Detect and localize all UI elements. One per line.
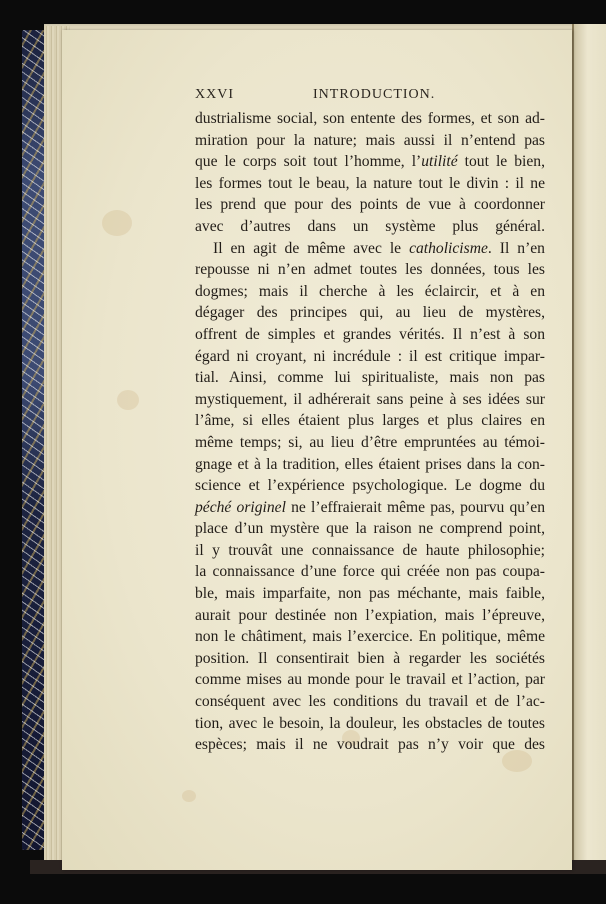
text-segment: ne l’effraierait même pas, pourvu qu’en bbox=[285, 498, 545, 516]
text-line: gnage et à la tradition, elles étaient prises dans la con- bbox=[195, 455, 545, 473]
text-line: mystiquement, il adhérerait sans peine à ses idées sur bbox=[195, 390, 545, 408]
text-line: comme mises au monde pour le travail et l’action, par bbox=[195, 671, 545, 689]
body-text bbox=[195, 108, 545, 756]
text-line: dogmes; mais il cherche à les éclaircir, et à en bbox=[195, 282, 545, 300]
text-line: ble, mais imparfaite, non pas méchante, mais faible, bbox=[195, 585, 545, 603]
text-line: miration pour la nature; mais aussi il n’entend pas bbox=[195, 131, 545, 149]
text-line: espèces; mais il ne voudrait pas n’y voir que des bbox=[195, 736, 545, 754]
text-line: aurait pour destinée non l’expiation, mais l’épreuve, bbox=[195, 606, 545, 624]
italic-term: utilité bbox=[421, 153, 458, 171]
text-line bbox=[195, 238, 545, 260]
text-line: égard ni croyant, ni incrédule : il est critique impar- bbox=[195, 347, 545, 365]
text-line: dégager des principes qui, au lieu de mystères, bbox=[195, 304, 545, 322]
text-line: avec d’autres dans un système plus général. bbox=[195, 217, 545, 235]
text-line: la connaissance d’une force qui créée non pas coupa- bbox=[195, 563, 545, 581]
text-line: tial. Ainsi, comme lui spiritualiste, mais non pas bbox=[195, 369, 545, 387]
text-line: les formes tout le beau, la nature tout le divin : il ne bbox=[195, 174, 545, 192]
running-header bbox=[195, 87, 545, 107]
text-line: place d’un mystère que la raison ne comprend point, bbox=[195, 520, 545, 538]
italic-term: péché originel bbox=[195, 498, 286, 516]
running-title: INTRODUCTION. bbox=[313, 87, 436, 102]
text-segment: Il en agit de même avec le bbox=[213, 239, 410, 257]
text-line: position. Il consentirait bien à regarder les sociétés bbox=[195, 649, 545, 667]
text-line bbox=[195, 151, 545, 173]
text-line: offrent de simples et grandes vérités. Il n’est à son bbox=[195, 325, 545, 343]
foxing-stain bbox=[117, 390, 139, 410]
text-line: science et l’expérience psychologique. Le dogme du bbox=[195, 477, 545, 495]
text-line: il y trouvât une connaissance de haute philosophie; bbox=[195, 541, 545, 559]
text-segment: que le corps soit tout l’homme, l’ bbox=[195, 153, 422, 171]
text-line bbox=[195, 497, 545, 519]
text-line: repousse ni n’en admet toutes les données, tous les bbox=[195, 261, 545, 279]
text-line: tion, avec le besoin, la douleur, les obstacles de toutes bbox=[195, 714, 545, 732]
text-line: conséquent avec les conditions du travail et de l’ac- bbox=[195, 693, 545, 711]
text-line: les prend que pour des points de vue à coordonner bbox=[195, 196, 545, 214]
text-line: dustrialisme social, son entente des formes, et son ad- bbox=[195, 110, 545, 127]
foxing-stain bbox=[102, 210, 132, 236]
text-segment: . Il n’en bbox=[487, 239, 545, 257]
text-segment: tout le bien, bbox=[457, 153, 545, 171]
text-line: même temps; si, au lieu d’être empruntées au témoi- bbox=[195, 433, 545, 451]
text-line: l’âme, si elles étaient plus larges et plus claires en bbox=[195, 412, 545, 430]
facing-page-edge bbox=[572, 24, 606, 864]
foxing-stain bbox=[182, 790, 196, 802]
text-line: non le châtiment, mais l’exercice. En politique, même bbox=[195, 628, 545, 646]
page-number: XXVI bbox=[195, 87, 234, 102]
italic-term: catholicisme bbox=[409, 239, 488, 257]
